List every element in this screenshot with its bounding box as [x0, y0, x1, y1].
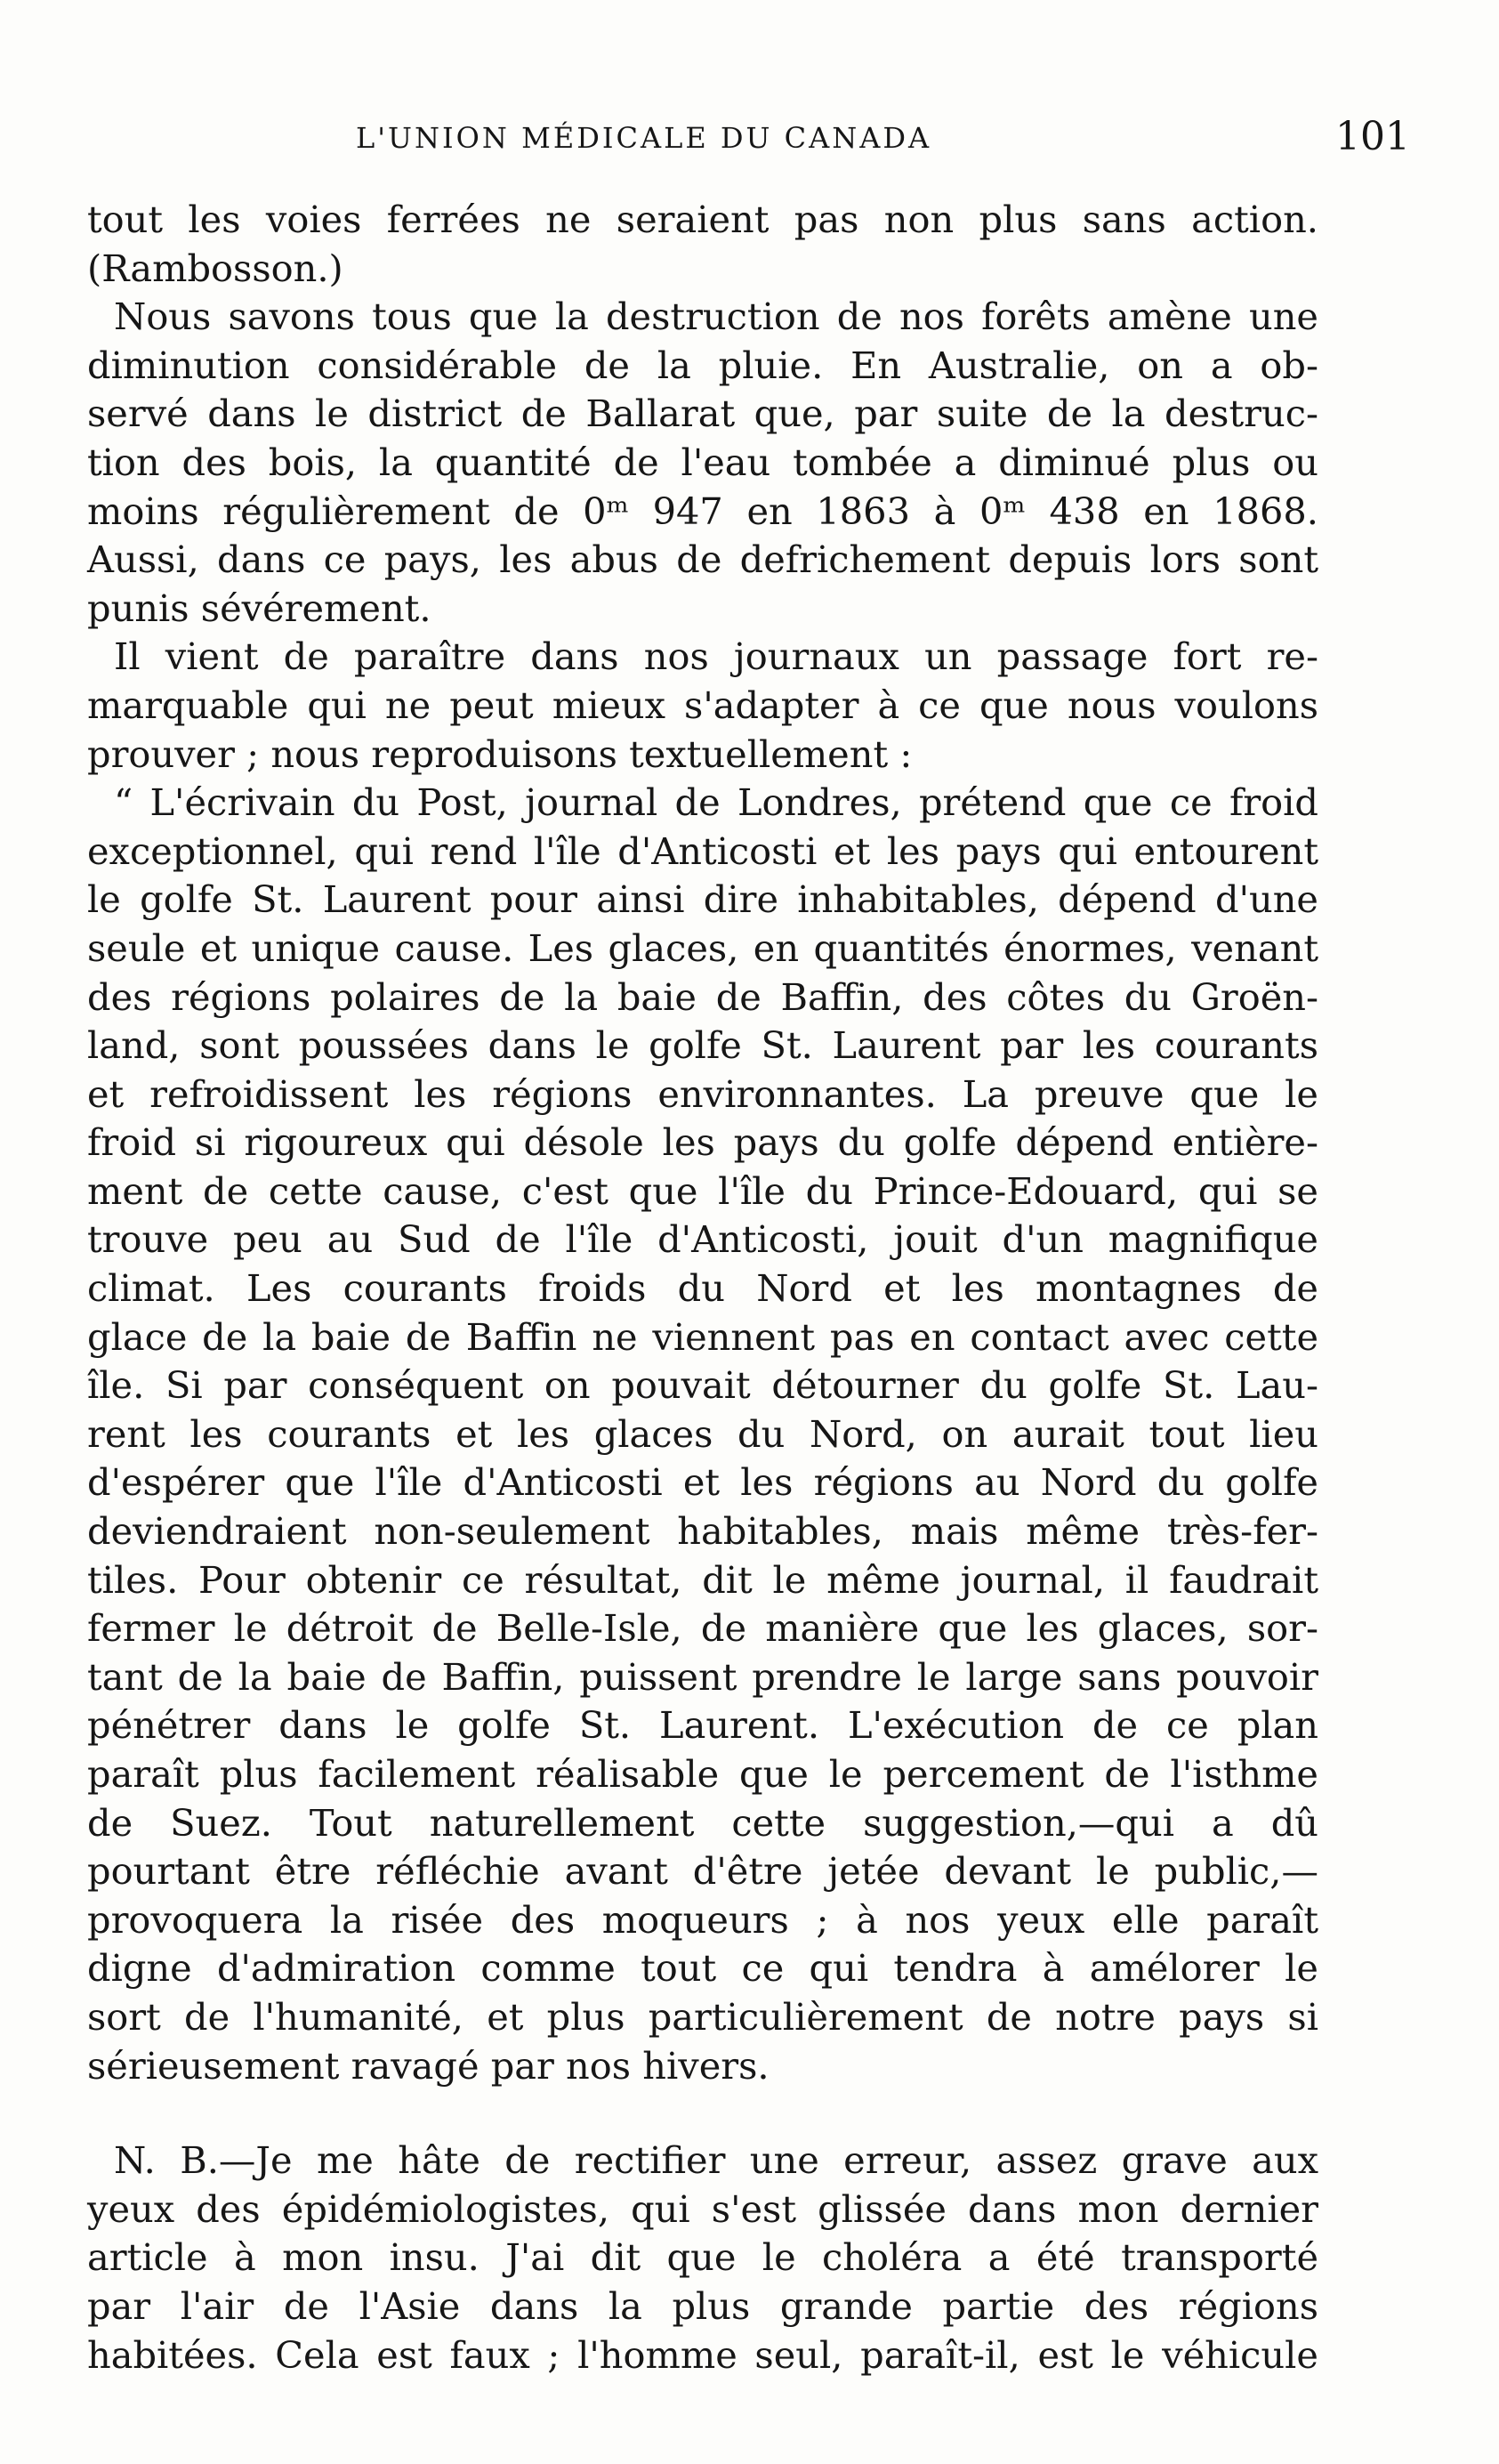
text-line: rent les courants et les glaces du Nord, on aurait tout lieu [87, 1411, 1318, 1456]
text-line: climat. Les courants froids du Nord et les montagnes de [87, 1266, 1318, 1311]
text-line: prouver ; nous reproduisons textuellement : [87, 731, 913, 776]
running-head: L'UNION MÉDICALE DU CANADA [356, 121, 932, 155]
text-line: par l'air de l'Asie dans la plus grande partie des régions [87, 2283, 1318, 2328]
text-line: punis sévérement. [87, 586, 431, 630]
text-line: seule et unique cause. Les glaces, en quantités énormes, venant [87, 925, 1318, 970]
text-line: glace de la baie de Baffin ne viennent pas en contact avec cette [87, 1314, 1318, 1359]
text-line: trouve peu au Sud de l'île d'Anticosti, jouit d'un magnifique [87, 1217, 1318, 1262]
text-line: moins régulièrement de 0ᵐ 947 en 1863 à 0ᵐ 438 en 1868. [87, 489, 1318, 533]
paragraph-gap [87, 2090, 1318, 2137]
text-line: et refroidissent les régions environnantes. La preuve que le [87, 1071, 1318, 1116]
text-line: N. B.—Je me hâte de rectifier une erreur, assez grave aux [114, 2138, 1318, 2183]
body-text [87, 196, 1318, 2379]
text-line: d'espérer que l'île d'Anticosti et les régions au Nord du golfe [87, 1460, 1318, 1505]
text-line: ment de cette cause, c'est que l'île du Prince-Edouard, qui se [87, 1168, 1318, 1213]
text-line: (Rambosson.) [87, 246, 343, 290]
text-line: fermer le détroit de Belle-Isle, de manière que les glaces, sor- [87, 1606, 1318, 1651]
text-line: pénétrer dans le golfe St. Laurent. L'exécution de ce plan [87, 1703, 1318, 1748]
text-line: marquable qui ne peut mieux s'adapter à ce que nous voulons [87, 683, 1318, 727]
text-line: digne d'admiration comme tout ce qui tendra à amélorer le [87, 1946, 1318, 1991]
text-line: tiles. Pour obtenir ce résultat, dit le même journal, il faudrait [87, 1557, 1318, 1602]
text-line: land, sont poussées dans le golfe St. Laurent par les courants [87, 1023, 1318, 1068]
text-line: yeux des épidémiologistes, qui s'est glissée dans mon dernier [87, 2186, 1318, 2231]
text-line: sérieusement ravagé par nos hivers. [87, 2043, 770, 2088]
text-line: des régions polaires de la baie de Baffin, des côtes du Groën- [87, 974, 1318, 1019]
text-line: sort de l'humanité, et plus particulièrement de notre pays si [87, 1994, 1318, 2039]
text-line: article à mon insu. J'ai dit que le choléra a été transporté [87, 2235, 1318, 2280]
text-line: de Suez. Tout naturellement cette suggestion,—qui a dû [87, 1800, 1318, 1845]
page-header [89, 114, 1410, 167]
text-line: Aussi, dans ce pays, les abus de defrichement depuis lors sont [87, 537, 1318, 582]
text-line: pourtant être réfléchie avant d'être jetée devant le public,— [87, 1849, 1318, 1894]
text-line: “ L'écrivain du Post, journal de Londres, prétend que ce froid [114, 780, 1318, 825]
text-line: provoquera la risée des moqueurs ; à nos yeux elle paraît [87, 1897, 1318, 1942]
text-line: habitées. Cela est faux ; l'homme seul, paraît-il, est le véhicule [87, 2332, 1318, 2377]
text-line: le golfe St. Laurent pour ainsi dire inhabitables, dépend d'une [87, 877, 1318, 922]
text-line: tout les voies ferrées ne seraient pas non plus sans action. [87, 198, 1318, 241]
text-line: diminution considérable de la pluie. En Australie, on a ob- [87, 343, 1318, 387]
text-line: paraît plus facilement réalisable que le percement de l'isthme [87, 1752, 1318, 1796]
text-line: deviendraient non-seulement habitables, mais même très-fer- [87, 1509, 1318, 1554]
page-number: 101 [1335, 114, 1410, 159]
text-line: Nous savons tous que la destruction de nos forêts amène une [114, 295, 1318, 339]
text-line: Il vient de paraître dans nos journaux un passage fort re- [114, 634, 1318, 679]
text-line: île. Si par conséquent on pouvait détourner du golfe St. Lau- [87, 1363, 1318, 1408]
text-line: tant de la baie de Baffin, puissent prendre le large sans pouvoir [87, 1654, 1318, 1699]
text-line: exceptionnel, qui rend l'île d'Anticosti et les pays qui entourent [87, 828, 1318, 873]
text-line: froid si rigoureux qui désole les pays du golfe dépend entière- [87, 1120, 1318, 1165]
text-line: tion des bois, la quantité de l'eau tombée a diminué plus ou [87, 440, 1318, 484]
text-line: servé dans le district de Ballarat que, par suite de la destruc- [87, 392, 1318, 436]
